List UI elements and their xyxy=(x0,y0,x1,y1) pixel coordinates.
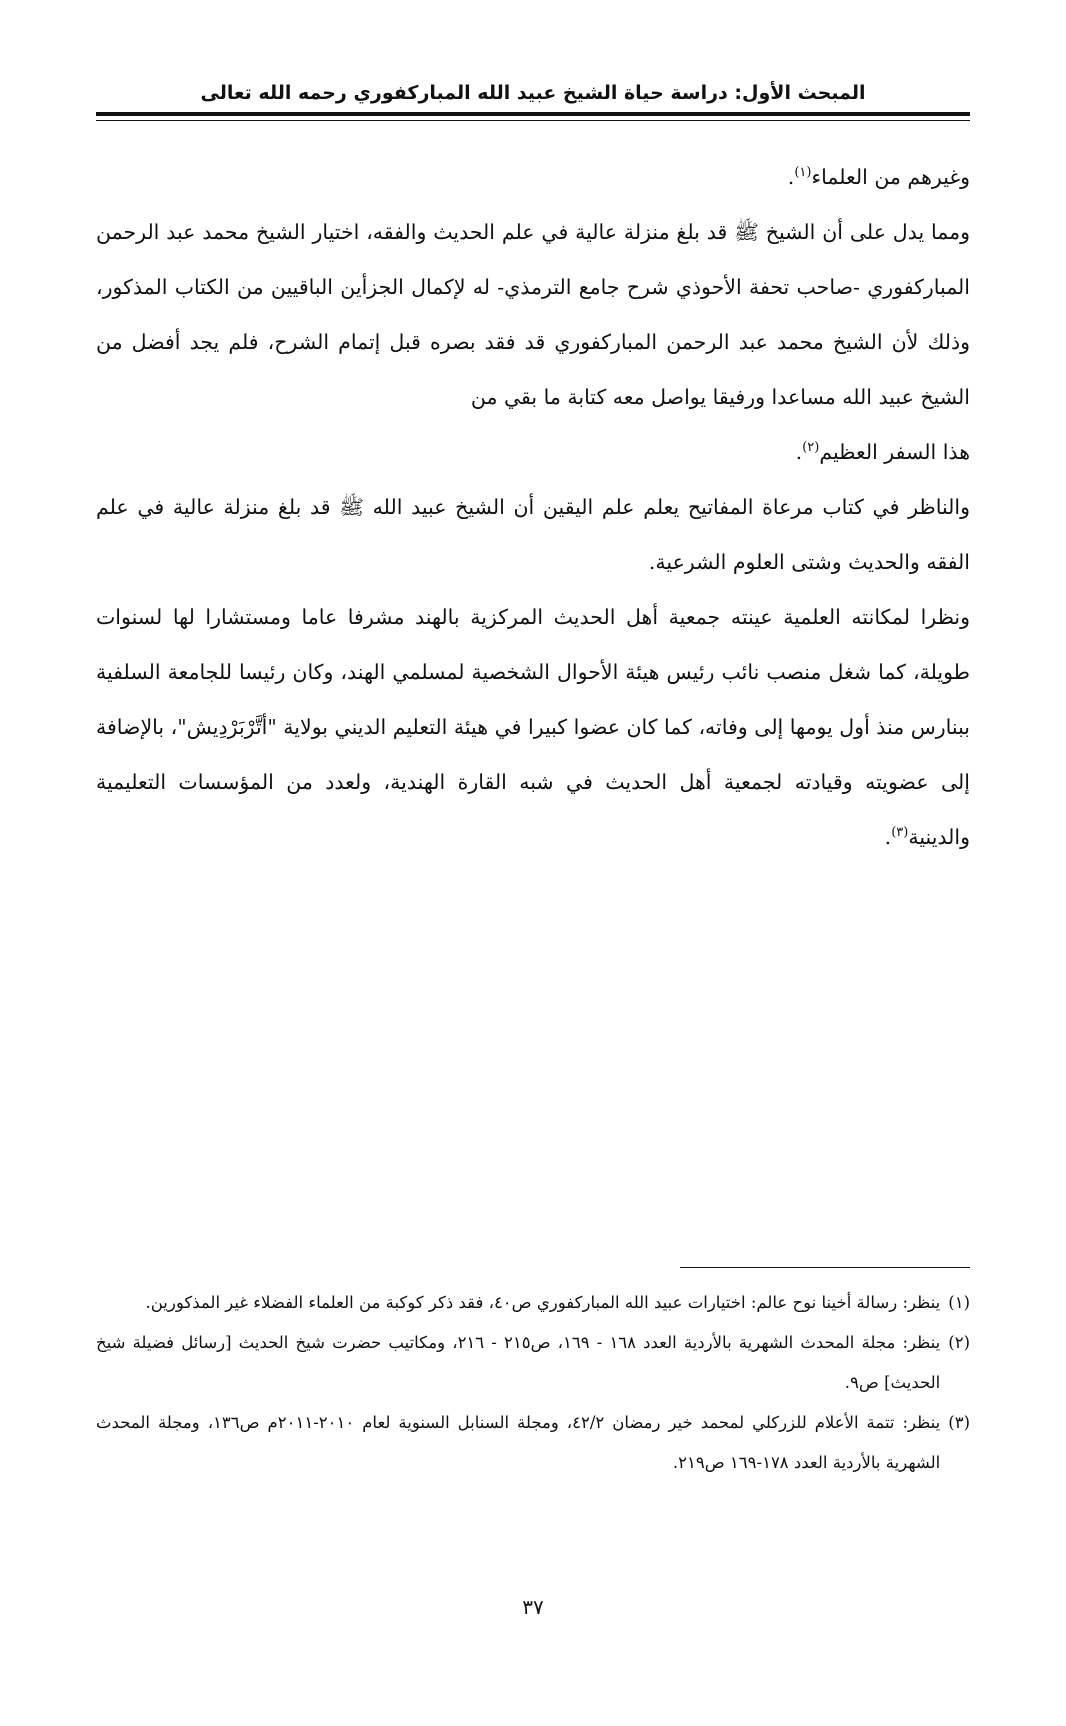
paragraph-4 xyxy=(96,590,970,865)
paragraph-2-text: ومما يدل على أن الشيخ ﷺ قد بلغ منزلة عالية في علم الحديث والفقه، اختيار الشيخ محمد عبد الرحمن المباركفوري -صاحب تحفة الأحوذي شرح جامع الترمذي- له لإكمال الجزأين الباقيين من الكتاب المذكور، وذلك لأن الشيخ محمد عبد الرحمن المباركفوري قد فقد بصره قبل إتمام الشرح، فلم يجد أفضل من الشيخ عبيد الله مساعدا ورفيقا يواصل معه كتابة ما بقي من xyxy=(96,220,970,409)
page-number: ٣٧ xyxy=(522,1595,544,1619)
footnote-number: (١) xyxy=(948,1293,970,1312)
paragraph-2 xyxy=(96,205,970,480)
footnote-1 xyxy=(96,1283,970,1323)
footnote-number: (٣) xyxy=(948,1413,970,1432)
footnote-ref-2: (٢) xyxy=(802,440,820,456)
paragraph-2-last-line: هذا السفر العظيم xyxy=(819,440,970,464)
footnote-3 xyxy=(96,1403,970,1483)
paragraph-2-end: . xyxy=(795,440,803,464)
paragraph-3: والناظر في كتاب مرعاة المفاتيح يعلم علم اليقين أن الشيخ عبيد الله ﷺ قد بلغ منزلة عالية في علم الفقه والحديث وشتى العلوم الشرعية. xyxy=(96,495,970,574)
paragraph-1-text: وغيرهم من العلماء xyxy=(811,165,970,189)
paragraph-4-end: . xyxy=(884,825,892,849)
footnote-ref-3: (٣) xyxy=(891,825,909,841)
footnote-ref-1: (١) xyxy=(794,165,812,181)
footnotes xyxy=(96,1283,970,1483)
header-rule-thin xyxy=(96,120,970,121)
footnote-2 xyxy=(96,1323,970,1403)
footnote-text: ينظر: تتمة الأعلام للزركلي لمحمد خير رمضان ٤٢/٢، ومجلة السنابل السنوية لعام ٢٠١٠-٢٠١١م ص١٣٦، ومجلة المحدث الشهرية بالأردية العدد ١٧٨-١٦٩ ص٢١٩. xyxy=(96,1413,941,1472)
footnote-text: ينظر: مجلة المحدث الشهرية بالأردية العدد ١٦٨ - ١٦٩، ص٢١٥ - ٢١٦، ومكاتيب حضرت شيخ الحديث [رسائل فضيلة شيخ الحديث] ص٩. xyxy=(96,1333,941,1392)
paragraph-4-text: ونظرا لمكانته العلمية عينته جمعية أهل الحديث المركزية بالهند مشرفا عاما ومستشارا لها لسنوات طويلة، كما شغل منصب نائب رئيس هيئة الأحوال الشخصية لمسلمي الهند، وكان رئيسا للجامعة السلفية ببنارس منذ أول يومها إلى وفاته، كما كان عضوا كبيرا في هيئة التعليم الديني بولاية "أتَّرْبَرْدِيش"، بالإضافة إلى عضويته وقيادته لجمعية أهل الحديث في شبه القارة الهندية، ولعدد من المؤسسات التعليمية والدينية xyxy=(96,605,970,849)
paragraph-1 xyxy=(96,150,970,205)
header-rule-thick xyxy=(96,112,970,116)
footnote-number: (٢) xyxy=(948,1333,970,1352)
footnote-text: ينظر: رسالة أخينا نوح عالم: اختيارات عبيد الله المباركفوري ص٤٠، فقد ذكر كوكبة من العلماء الفضلاء غير المذكورين. xyxy=(145,1293,941,1312)
footnote-separator xyxy=(680,1267,970,1268)
running-header: المبحث الأول: دراسة حياة الشيخ عبيد الله المباركفوري رحمه الله تعالى xyxy=(200,82,866,104)
body-text xyxy=(96,150,970,865)
paragraph-1-end: . xyxy=(787,165,795,189)
